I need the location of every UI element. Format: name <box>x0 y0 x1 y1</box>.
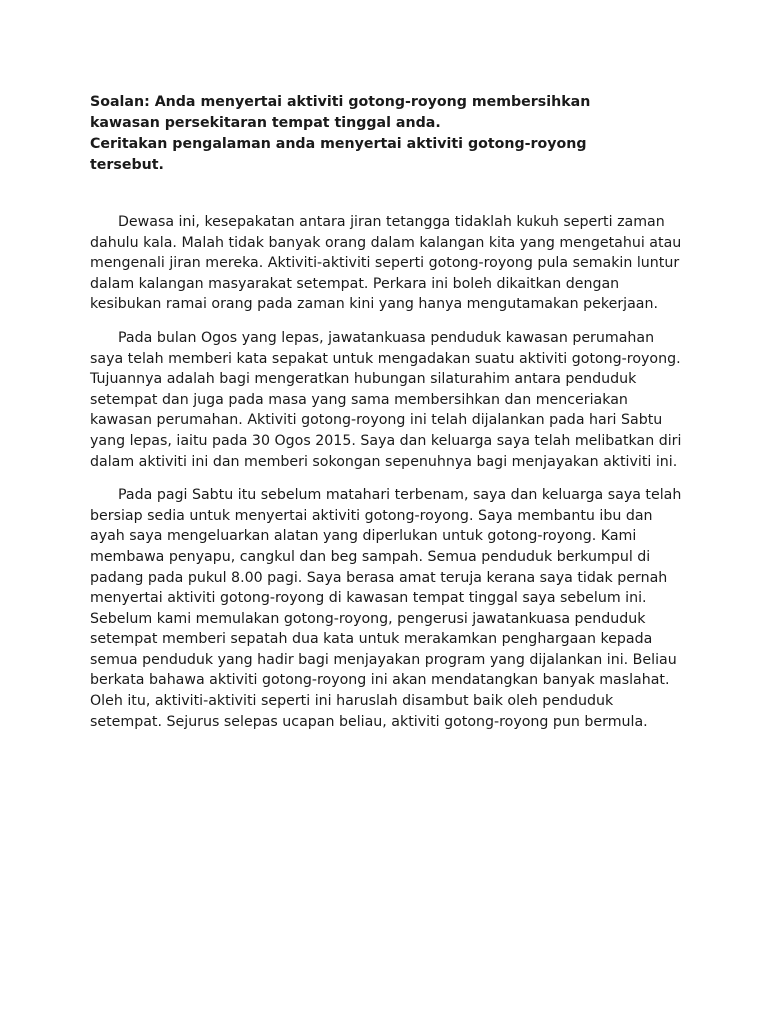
question-line-2: kawasan persekitaran tempat tinggal anda. <box>90 115 441 131</box>
essay-paragraph-2: Pada bulan Ogos yang lepas, jawatankuasa penduduk kawasan perumahan saya telah memberi kata sepakat untuk mengadakan suatu aktiviti gotong-royong. Tujuannya adalah bagi mengeratkan hubungan silaturahim antara penduduk setempat dan juga pada masa yang sama membersihkan dan menceriakan kawasan perumahan. Aktiviti gotong-royong ini telah dijalankan pada hari Sabtu yang lepas, iaitu pada 30 Ogos 2015. Saya dan keluarga saya telah melibatkan diri dalam aktiviti ini dan memberi sokongan sepenuhnya bagi menjayakan aktiviti ini. <box>90 329 682 470</box>
essay-question <box>90 92 682 176</box>
question-line-1: Soalan: Anda menyertai aktiviti gotong-royong membersihkan <box>90 94 591 110</box>
document-page <box>90 92 682 745</box>
essay-body <box>90 212 682 732</box>
question-line-4: tersebut. <box>90 157 164 173</box>
question-line-3: Ceritakan pengalaman anda menyertai aktiviti gotong-royong <box>90 136 587 152</box>
essay-paragraph-1: Dewasa ini, kesepakatan antara jiran tetangga tidaklah kukuh seperti zaman dahulu kala. Malah tidak banyak orang dalam kalangan kita yang mengetahui atau mengenali jiran mereka. Aktiviti-aktiviti seperti gotong-royong pula semakin luntur dalam kalangan masyarakat setempat. Perkara ini boleh dikaitkan dengan kesibukan ramai orang pada zaman kini yang hanya mengutamakan pekerjaan. <box>90 214 682 313</box>
essay-paragraph-3: Pada pagi Sabtu itu sebelum matahari terbenam, saya dan keluarga saya telah bersiap sedia untuk menyertai aktiviti gotong-royong. Saya membantu ibu dan ayah saya mengeluarkan alatan yang diperlukan untuk gotong-royong. Kami membawa penyapu, cangkul dan beg sampah. Semua penduduk berkumpul di padang pada pukul 8.00 pagi. Saya berasa amat teruja kerana saya tidak pernah menyertai aktiviti gotong-royong di kawasan tempat tinggal saya sebelum ini. Sebelum kami memulakan gotong-royong, pengerusi jawatankuasa penduduk setempat memberi sepatah dua kata untuk merakamkan penghargaan kepada semua penduduk yang hadir bagi menjayakan program yang dijalankan ini. Beliau berkata bahawa aktiviti gotong-royong ini akan mendatangkan banyak maslahat. Oleh itu, aktiviti-aktiviti seperti ini haruslah disambut baik oleh penduduk setempat. Sejurus selepas ucapan beliau, aktiviti gotong-royong pun bermula. <box>90 487 682 730</box>
